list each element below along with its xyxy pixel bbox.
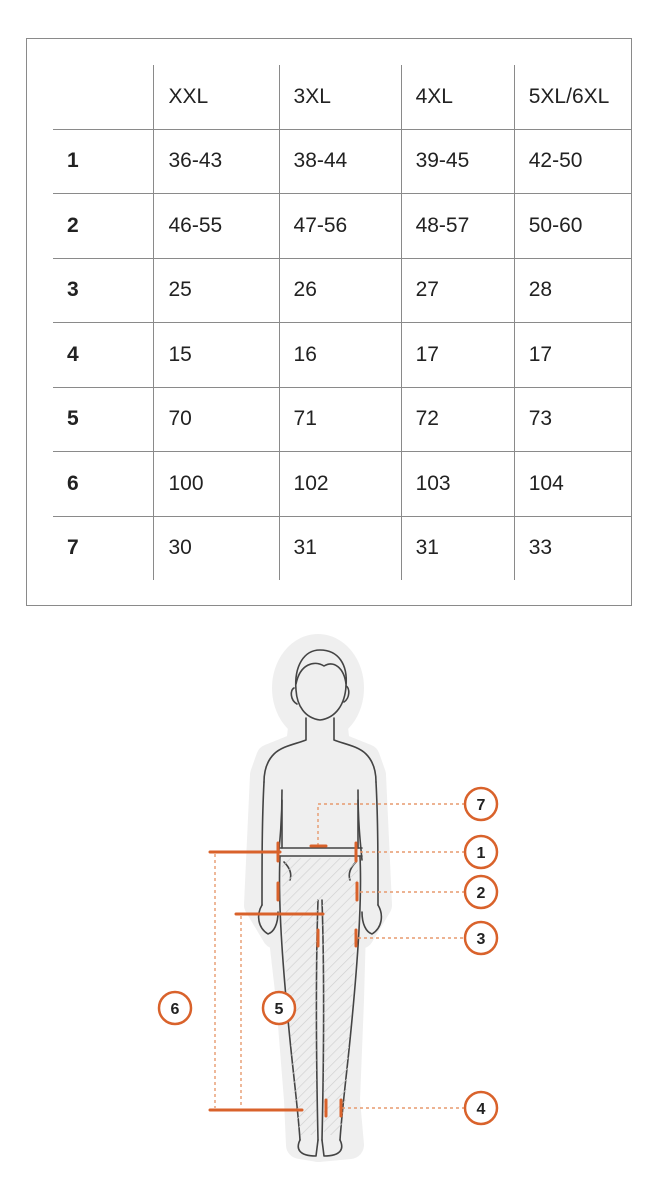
table-cell: 31	[279, 516, 401, 580]
table-row	[53, 129, 631, 194]
table-cell: 39-45	[401, 129, 514, 194]
table-cell: 103	[401, 452, 514, 517]
table-cell: 70	[154, 387, 279, 452]
table-cell: 73	[514, 387, 631, 452]
row-label: 7	[53, 516, 154, 580]
header-5xl-6xl: 5XL/6XL	[514, 65, 631, 129]
table-cell: 17	[514, 323, 631, 388]
size-table-frame	[26, 38, 632, 606]
marker-5-label: 5	[274, 1001, 284, 1018]
marker-7	[465, 788, 497, 820]
size-table	[53, 65, 631, 580]
header-4xl: 4XL	[401, 65, 514, 129]
row-label: 4	[53, 323, 154, 388]
table-row	[53, 516, 631, 580]
table-cell: 33	[528, 536, 553, 560]
marker-4-label: 4	[476, 1101, 486, 1118]
table-cell: 47-56	[279, 194, 401, 259]
table-cell: 17	[401, 323, 514, 388]
table-cell: 31	[401, 516, 514, 580]
table-cell: 104	[514, 452, 631, 517]
measurement-figure	[0, 630, 670, 1190]
table-cell: 71	[279, 387, 401, 452]
marker-1-label: 1	[476, 845, 486, 862]
row-label: 3	[53, 258, 154, 323]
table-row	[53, 258, 631, 323]
table-cell: 25	[154, 258, 279, 323]
row-label: 6	[53, 452, 154, 517]
marker-4	[465, 1092, 497, 1124]
marker-3	[465, 922, 497, 954]
table-cell: 72	[401, 387, 514, 452]
table-row	[53, 387, 631, 452]
table-header-row	[53, 65, 631, 129]
header-empty-cell	[53, 65, 154, 129]
table-cell: 36-43	[154, 129, 279, 194]
table-cell: 102	[279, 452, 401, 517]
table-cell: 46-55	[154, 194, 279, 259]
marker-2	[465, 876, 497, 908]
table-cell: 42-50	[514, 129, 631, 194]
table-row	[53, 194, 631, 259]
table-cell: 30	[154, 516, 279, 580]
marker-5	[263, 992, 295, 1024]
table-cell: 100	[154, 452, 279, 517]
table-cell: 15	[154, 323, 279, 388]
row-label: 5	[53, 387, 154, 452]
marker-7-label: 7	[476, 797, 486, 814]
marker-1	[465, 836, 497, 868]
table-row	[53, 323, 631, 388]
marker-6-label: 6	[170, 1001, 180, 1018]
row-label: 1	[53, 129, 154, 194]
marker-2-label: 2	[476, 885, 486, 902]
marker-6	[159, 992, 191, 1024]
table-cell: 27	[401, 258, 514, 323]
table-cell: 16	[279, 323, 401, 388]
header-3xl: 3XL	[279, 65, 401, 129]
row-label: 2	[53, 194, 154, 259]
table-cell: 28	[514, 258, 631, 323]
table-cell: 38-44	[279, 129, 401, 194]
table-cell: 48-57	[401, 194, 514, 259]
table-cell: 26	[279, 258, 401, 323]
header-xxl: XXL	[154, 65, 279, 129]
table-cell: 50-60	[514, 194, 631, 259]
marker-3-label: 3	[476, 931, 486, 948]
table-row	[53, 452, 631, 517]
